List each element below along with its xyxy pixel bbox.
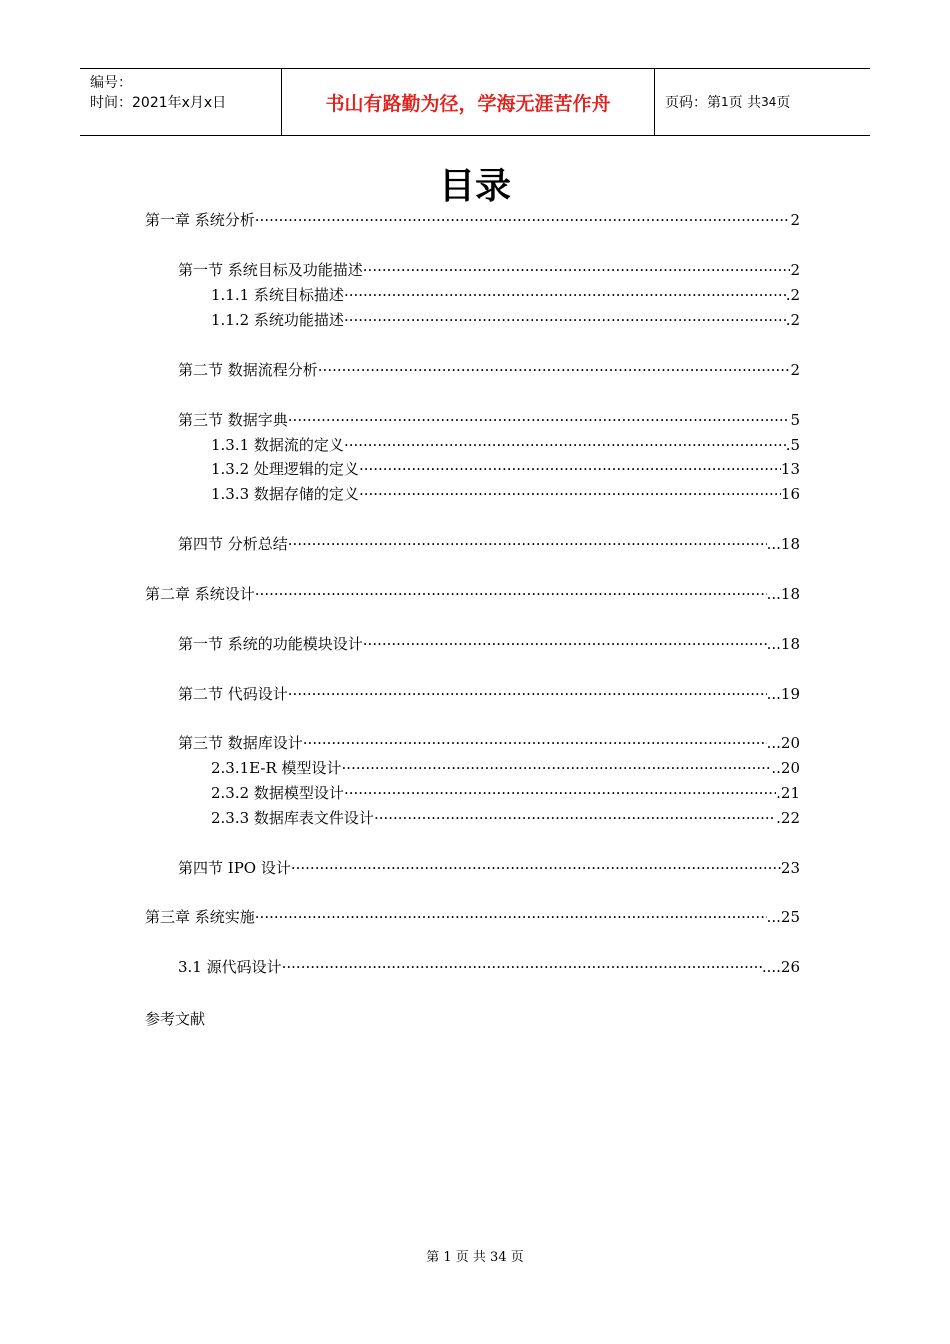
toc-leader-dots xyxy=(344,782,776,804)
toc-entry[interactable] xyxy=(145,209,800,231)
toc-entry-page: 2 xyxy=(790,361,800,379)
toc-entry-page: 2 xyxy=(790,261,800,279)
document-header xyxy=(80,68,870,136)
toc-entry-page: ..20 xyxy=(771,759,800,777)
toc-entry-label: 1.3.3 数据存储的定义 xyxy=(211,485,359,503)
page-mid: 页 共 xyxy=(728,95,762,111)
toc-entry-label: 第二章 系统设计 xyxy=(145,585,255,603)
toc-entry-label: 第三节 数据库设计 xyxy=(178,734,303,752)
toc-entry-label: 第四节 IPO 设计 xyxy=(178,859,291,877)
toc-leader-dots xyxy=(282,956,762,978)
header-page-info xyxy=(655,69,870,135)
toc-leader-dots xyxy=(374,807,776,829)
toc-leader-dots xyxy=(342,757,772,779)
references-label: 参考文献 xyxy=(145,1010,206,1028)
toc-entry[interactable] xyxy=(178,409,800,431)
header-motto: 书山有路勤为径，学海无涯苦作舟 xyxy=(282,69,655,135)
page-suffix: 页 xyxy=(776,95,791,111)
toc-entry[interactable] xyxy=(178,956,800,978)
toc-entry-label: 1.1.1 系统目标描述 xyxy=(211,286,344,304)
toc-entry-page: ....26 xyxy=(761,958,800,976)
toc-leader-dots xyxy=(359,483,781,505)
toc-entry[interactable] xyxy=(211,782,800,804)
toc-entry-label: 1.3.1 数据流的定义 xyxy=(211,436,344,454)
toc-entry[interactable] xyxy=(178,259,800,281)
toc-leader-dots xyxy=(344,309,786,331)
toc-entry-page: .5 xyxy=(785,436,800,454)
toc-entry[interactable] xyxy=(211,807,800,829)
toc-entry-page: .2 xyxy=(785,286,800,304)
toc-entry-label: 第一节 系统目标及功能描述 xyxy=(178,261,363,279)
page-total: 34 xyxy=(761,95,777,109)
toc-entry[interactable] xyxy=(211,483,800,505)
toc-entry-label: 1.3.2 处理逻辑的定义 xyxy=(211,460,359,478)
toc-leader-dots xyxy=(255,906,767,928)
toc-leader-dots xyxy=(359,458,781,480)
toc-entry[interactable] xyxy=(178,359,800,381)
toc-entry-label: 第一章 系统分析 xyxy=(145,211,255,229)
toc-entry-label: 1.1.2 系统功能描述 xyxy=(211,311,344,329)
toc-entry[interactable] xyxy=(178,533,800,555)
toc-entry-page: ...18 xyxy=(766,585,800,603)
toc-leader-dots xyxy=(363,259,791,281)
toc-leader-dots xyxy=(291,857,781,879)
toc-entry-page: 23 xyxy=(780,859,800,877)
toc-entry[interactable] xyxy=(178,683,800,705)
toc-entry-page: ...18 xyxy=(766,635,800,653)
page-current: 1 xyxy=(721,95,729,109)
toc-leader-dots xyxy=(344,434,786,456)
toc-leader-dots xyxy=(363,633,767,655)
toc-leader-dots xyxy=(344,284,786,306)
toc-entry-label: 第一节 系统的功能模块设计 xyxy=(178,635,363,653)
toc-entry-page: ...18 xyxy=(766,535,800,553)
toc-entry[interactable] xyxy=(211,434,800,456)
toc-entry[interactable] xyxy=(145,906,800,928)
toc-entry-label: 2.3.2 数据模型设计 xyxy=(211,784,344,802)
toc-leader-dots xyxy=(288,533,767,555)
document-time-label: 时间：2021年x月x日 xyxy=(90,95,227,111)
toc-entry-label: 第二节 代码设计 xyxy=(178,685,288,703)
toc-entry[interactable] xyxy=(178,857,800,879)
toc-entry-label: 第二节 数据流程分析 xyxy=(178,361,318,379)
toc-entry[interactable] xyxy=(211,309,800,331)
page-label: 页码：第 xyxy=(665,95,721,111)
toc-entry[interactable] xyxy=(178,732,800,754)
toc-leader-dots xyxy=(318,359,791,381)
toc-entry-label: 2.3.1E-R 模型设计 xyxy=(211,759,342,777)
toc-leader-dots xyxy=(288,409,791,431)
toc-entry-page: 16 xyxy=(780,485,800,503)
toc-leader-dots xyxy=(255,209,791,231)
toc-title: 目录 xyxy=(438,166,511,207)
toc-entry-page: .2 xyxy=(785,311,800,329)
toc-entry[interactable] xyxy=(145,583,800,605)
toc-leader-dots xyxy=(303,732,767,754)
page-footer: 第 1 页 共 34 页 xyxy=(426,1250,524,1265)
toc-entry-page: .21 xyxy=(776,784,800,802)
toc-entry-page: 5 xyxy=(790,411,800,429)
toc-entry-label: 3.1 源代码设计 xyxy=(178,958,282,976)
toc-entry-page: 2 xyxy=(790,211,800,229)
toc-entry-page: .22 xyxy=(776,809,800,827)
toc-entry-page: 13 xyxy=(780,460,800,478)
toc-entry-label: 2.3.3 数据库表文件设计 xyxy=(211,809,374,827)
toc-entry-page: ...25 xyxy=(766,908,800,926)
toc-entry-label: 第三章 系统实施 xyxy=(145,908,255,926)
toc-entry-page: ...20 xyxy=(766,734,800,752)
toc-entry[interactable] xyxy=(211,284,800,306)
toc-entry-label: 第三节 数据字典 xyxy=(178,411,288,429)
toc-entry-page: ...19 xyxy=(766,685,800,703)
header-info xyxy=(80,69,282,135)
toc-leader-dots xyxy=(255,583,767,605)
toc-entry[interactable] xyxy=(211,458,800,480)
toc-entry-label: 第四节 分析总结 xyxy=(178,535,288,553)
document-number-label: 编号： xyxy=(90,75,132,91)
toc-leader-dots xyxy=(288,683,767,705)
references-entry[interactable] xyxy=(145,1008,205,1030)
toc-entry[interactable] xyxy=(211,757,800,779)
toc-entry[interactable] xyxy=(178,633,800,655)
